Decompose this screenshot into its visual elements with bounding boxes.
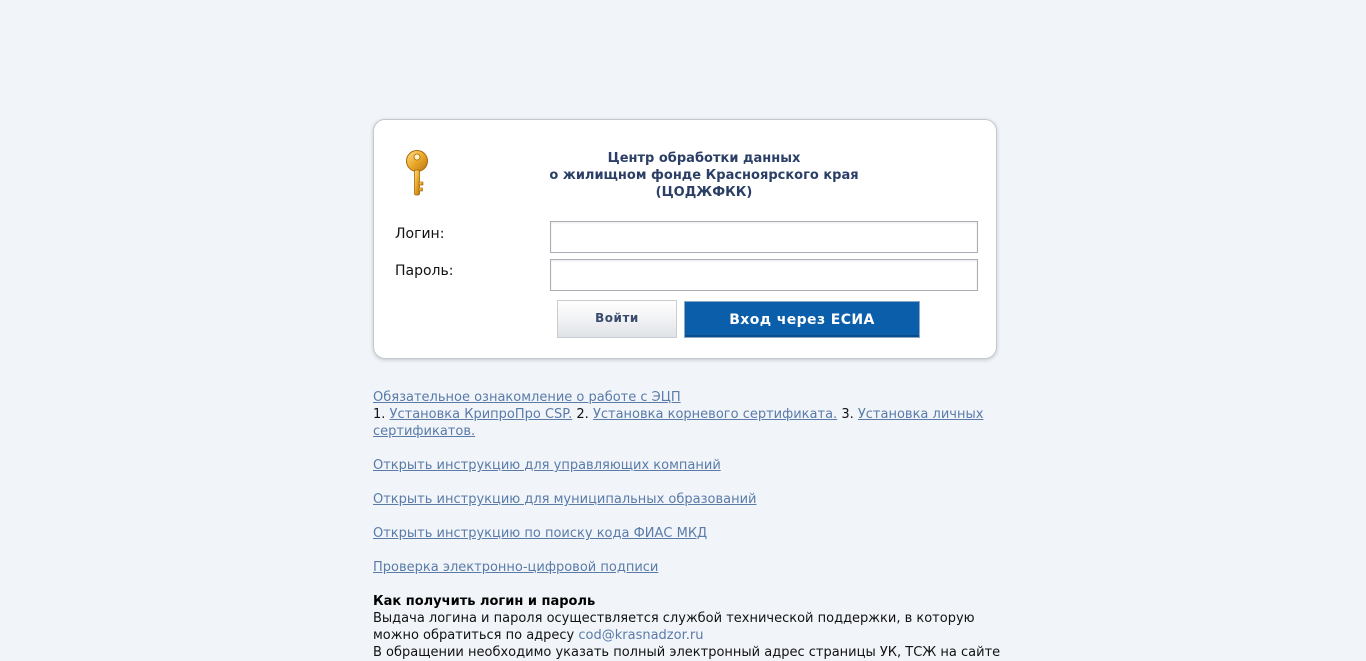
install-steps-row: [373, 406, 1003, 440]
step-1-number: 1.: [373, 407, 386, 422]
manual-fias-row: [373, 525, 1003, 542]
spacer: [373, 440, 1003, 457]
header-title-line-1: Центр обработки данных: [607, 151, 801, 166]
login-input[interactable]: [550, 221, 978, 253]
esia-login-button[interactable]: Вход через ЕСИА: [684, 301, 920, 338]
password-label: Пароль:: [395, 263, 454, 279]
manual-uk-link[interactable]: Открыть инструкцию для управляющих компаний: [373, 458, 721, 473]
login-button[interactable]: Войти: [557, 300, 677, 338]
ecp-notice-row: [373, 389, 1003, 406]
howto-title: Как получить логин и пароль: [373, 594, 596, 609]
login-panel: [373, 119, 997, 359]
login-label: Логин:: [395, 226, 445, 242]
spacer: [373, 474, 1003, 491]
header-title-line-3: (ЦОДЖФКК): [655, 185, 753, 200]
install-cryptopro-link[interactable]: Установка КрипроПро CSP.: [389, 407, 573, 422]
howto-text-2: В обращении необходимо указать полный электронный адрес страницы УК, ТСЖ на сайте: [373, 645, 1001, 660]
info-links: [373, 389, 1003, 661]
manual-uk-row: [373, 457, 1003, 474]
howto-text: [373, 610, 1003, 644]
ecp-check-link[interactable]: Проверка электронно-цифровой подписи: [373, 560, 659, 575]
ecp-check-row: [373, 559, 1003, 576]
manual-mo-link[interactable]: Открыть инструкцию для муниципальных образований: [373, 492, 757, 507]
install-personal-cert-link[interactable]: Установка личных сертификатов.: [373, 407, 984, 439]
manual-mo-row: [373, 491, 1003, 508]
install-root-cert-link[interactable]: Установка корневого сертификата.: [592, 407, 838, 422]
step-3-number: 3.: [841, 407, 854, 422]
step-2-number: 2.: [576, 407, 589, 422]
spacer: [373, 508, 1003, 525]
spacer: [373, 542, 1003, 559]
password-input[interactable]: [550, 259, 978, 291]
manual-fias-link[interactable]: Открыть инструкцию по поиску кода ФИАС МКД: [373, 526, 708, 541]
ecp-notice-link[interactable]: Обязательное ознакомление о работе с ЭЦП: [373, 390, 681, 405]
spacer: [373, 576, 1003, 593]
howto-text-1: Выдача логина и пароля осуществляется службой технической поддержки, в которую можно обратиться по адресу: [373, 611, 975, 643]
header-title-line-2: о жилищном фонде Красноярского края: [549, 168, 859, 183]
support-email-link[interactable]: cod@krasnadzor.ru: [578, 628, 704, 643]
